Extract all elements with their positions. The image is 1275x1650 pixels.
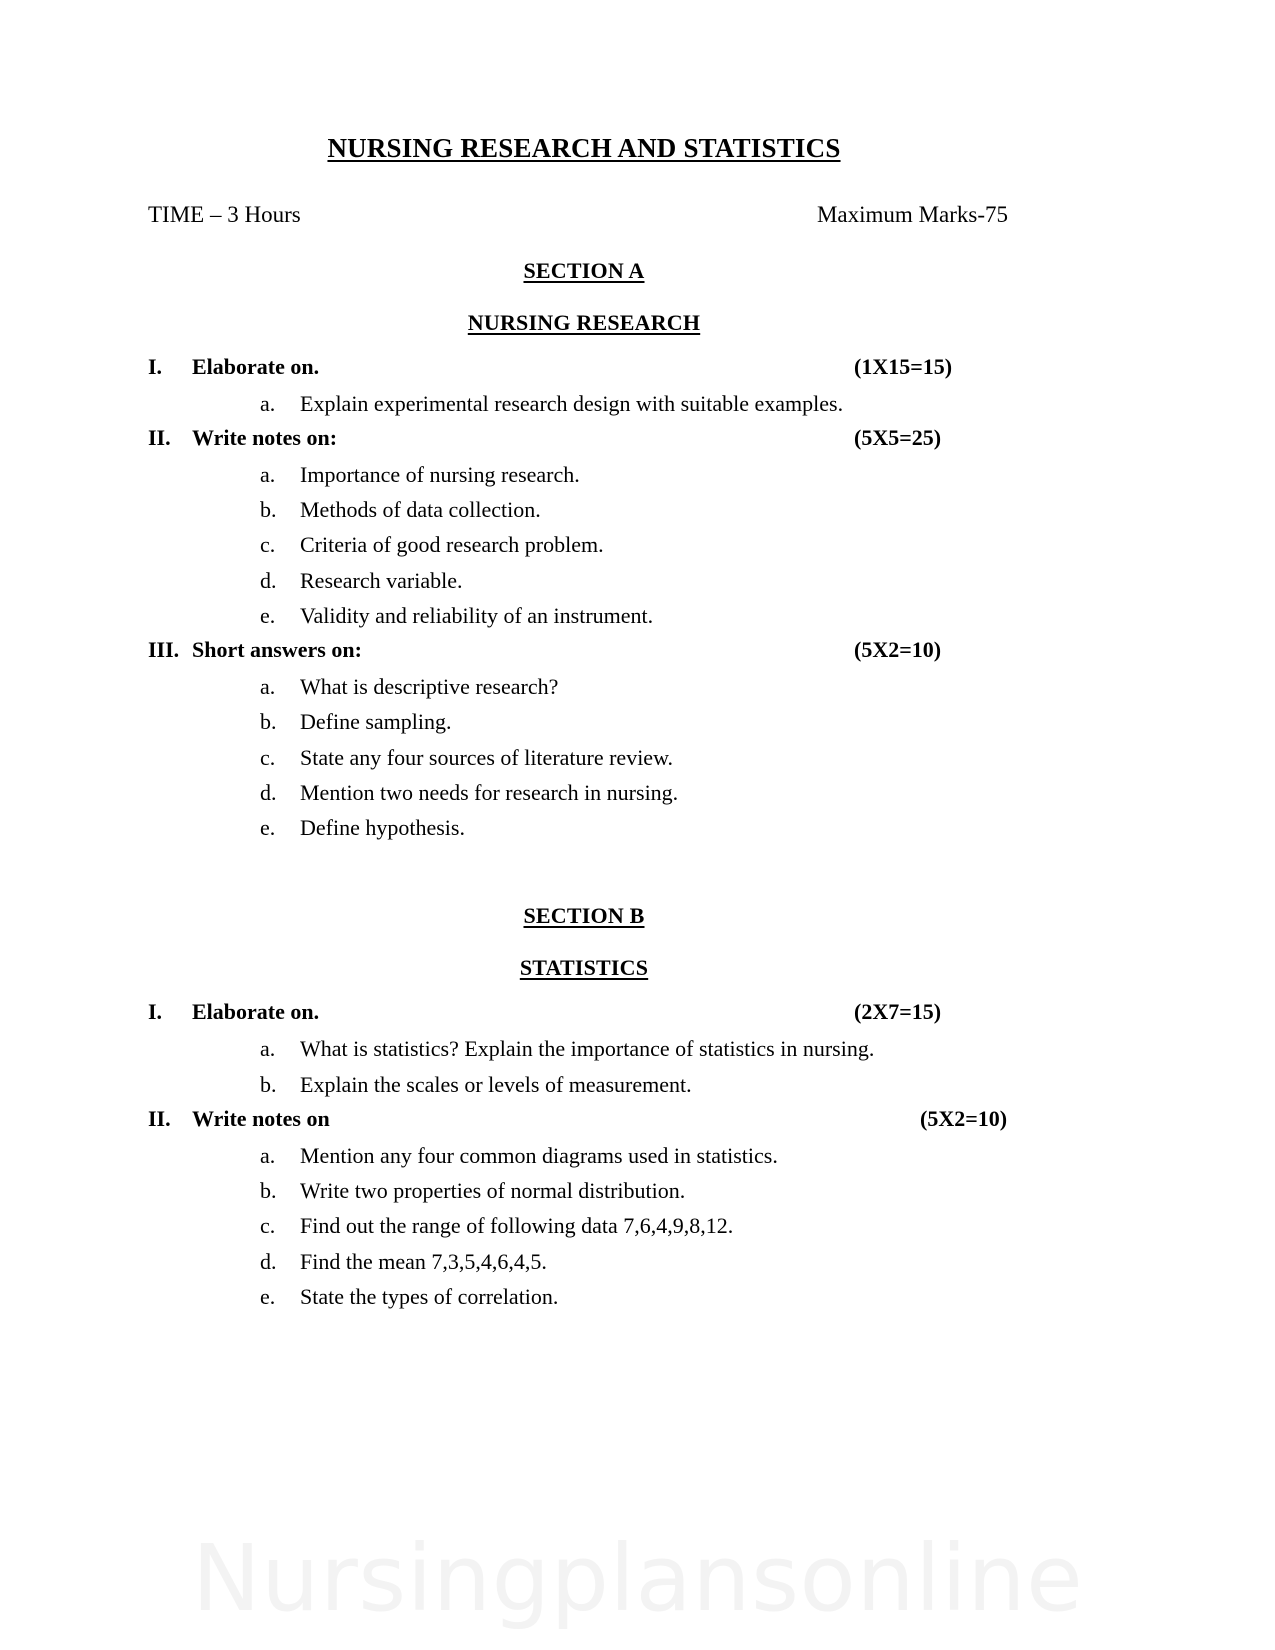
item-text: State any four sources of literature review.	[300, 744, 674, 770]
question-b-1-label: Elaborate on.	[192, 999, 320, 1025]
list-item	[148, 1033, 1020, 1064]
item-letter: e.	[260, 602, 276, 628]
question-a-1-items	[148, 388, 1020, 419]
section-b-subject-text: STATISTICS	[519, 955, 649, 981]
section-b-heading	[148, 903, 1020, 929]
list-item	[148, 459, 1020, 490]
section-a-subject-text: NURSING RESEARCH	[467, 309, 701, 335]
item-text: Write two properties of normal distribution.	[300, 1178, 686, 1204]
list-item	[148, 706, 1020, 737]
item-text: Define sampling.	[300, 709, 452, 735]
question-a-2-marks: (5X5=25)	[854, 424, 942, 450]
item-letter: c.	[260, 744, 276, 770]
list-item	[148, 812, 1020, 843]
section-b	[148, 903, 1020, 1312]
item-letter: a.	[260, 461, 276, 487]
item-text: Explain experimental research design with suitable examples.	[300, 390, 844, 416]
item-text: Define hypothesis.	[300, 815, 465, 841]
question-a-3-marks: (5X2=10)	[854, 637, 942, 663]
item-letter: b.	[260, 1178, 277, 1204]
question-b-1-header	[148, 999, 1020, 1029]
item-letter: c.	[260, 1213, 276, 1239]
list-item	[148, 671, 1020, 702]
list-item	[148, 600, 1020, 631]
question-b-2	[148, 1106, 1020, 1312]
question-a-1	[148, 354, 1020, 419]
list-item	[148, 565, 1020, 596]
list-item	[148, 1210, 1020, 1241]
item-letter: b.	[260, 497, 277, 523]
item-text: Explain the scales or levels of measurement.	[300, 1071, 692, 1097]
question-a-1-marks: (1X15=15)	[854, 353, 953, 379]
question-a-2-items	[148, 459, 1020, 631]
list-item	[148, 388, 1020, 419]
question-b-2-header	[148, 1106, 1020, 1136]
section-b-subject-heading	[148, 955, 1020, 981]
item-text: Criteria of good research problem.	[300, 532, 604, 558]
question-a-3-items	[148, 671, 1020, 843]
question-b-1-number: I.	[148, 999, 163, 1025]
page-title-text: NURSING RESEARCH AND STATISTICS	[327, 133, 841, 163]
question-a-3	[148, 637, 1020, 843]
exam-max-marks-label: Maximum Marks-75	[816, 201, 1008, 227]
section-divider-space	[148, 843, 1020, 895]
item-text: Research variable.	[300, 567, 463, 593]
question-a-1-header	[148, 354, 1020, 384]
item-text: Mention any four common diagrams used in statistics.	[300, 1142, 778, 1168]
question-b-2-number: II.	[148, 1105, 171, 1131]
question-a-3-number: III.	[148, 637, 180, 663]
page-title	[148, 132, 1020, 166]
item-letter: d.	[260, 567, 277, 593]
item-text: Validity and reliability of an instrument.	[300, 602, 654, 628]
item-text: Importance of nursing research.	[300, 461, 580, 487]
question-b-2-label: Write notes on	[192, 1105, 330, 1131]
item-letter: c.	[260, 532, 276, 558]
question-a-2-number: II.	[148, 424, 171, 450]
document-body	[148, 132, 1020, 1312]
item-letter: e.	[260, 1283, 276, 1309]
exam-meta-row	[148, 202, 1020, 228]
section-a-heading-text: SECTION A	[523, 257, 645, 283]
list-item	[148, 777, 1020, 808]
item-letter: a.	[260, 390, 276, 416]
item-text: What is descriptive research?	[300, 674, 559, 700]
list-item	[148, 529, 1020, 560]
item-letter: a.	[260, 674, 276, 700]
question-a-3-label: Short answers on:	[192, 637, 362, 663]
question-a-3-header	[148, 637, 1020, 667]
section-a	[148, 258, 1020, 844]
question-b-1-marks: (2X7=15)	[854, 999, 942, 1025]
item-letter: b.	[260, 1071, 277, 1097]
list-item	[148, 1281, 1020, 1312]
section-a-subject-heading	[148, 310, 1020, 336]
watermark: Nursingplansonline	[191, 1525, 1084, 1632]
question-a-1-number: I.	[148, 353, 163, 379]
question-a-2	[148, 425, 1020, 631]
item-text: Methods of data collection.	[300, 497, 541, 523]
question-b-1	[148, 999, 1020, 1099]
item-text: What is statistics? Explain the importance of statistics in nursing.	[300, 1036, 875, 1062]
question-a-1-label: Elaborate on.	[192, 353, 320, 379]
list-item	[148, 1246, 1020, 1277]
list-item	[148, 1175, 1020, 1206]
question-b-1-items	[148, 1033, 1020, 1099]
section-a-heading	[148, 258, 1020, 284]
item-letter: d.	[260, 779, 277, 805]
section-b-heading-text: SECTION B	[523, 903, 645, 929]
item-text: State the types of correlation.	[300, 1283, 559, 1309]
item-letter: e.	[260, 815, 276, 841]
question-b-2-marks: (5X2=10)	[920, 1105, 1008, 1131]
question-a-2-label: Write notes on:	[192, 424, 338, 450]
item-letter: d.	[260, 1248, 277, 1274]
list-item	[148, 1140, 1020, 1171]
item-letter: a.	[260, 1036, 276, 1062]
list-item	[148, 742, 1020, 773]
list-item	[148, 1069, 1020, 1100]
exam-time-label: TIME – 3 Hours	[148, 201, 301, 227]
item-letter: b.	[260, 709, 277, 735]
question-b-2-items	[148, 1140, 1020, 1312]
question-a-2-header	[148, 425, 1020, 455]
item-letter: a.	[260, 1142, 276, 1168]
item-text: Find out the range of following data 7,6,4,9,8,12.	[300, 1213, 734, 1239]
item-text: Mention two needs for research in nursing.	[300, 779, 679, 805]
list-item	[148, 494, 1020, 525]
item-text: Find the mean 7,3,5,4,6,4,5.	[300, 1248, 547, 1274]
